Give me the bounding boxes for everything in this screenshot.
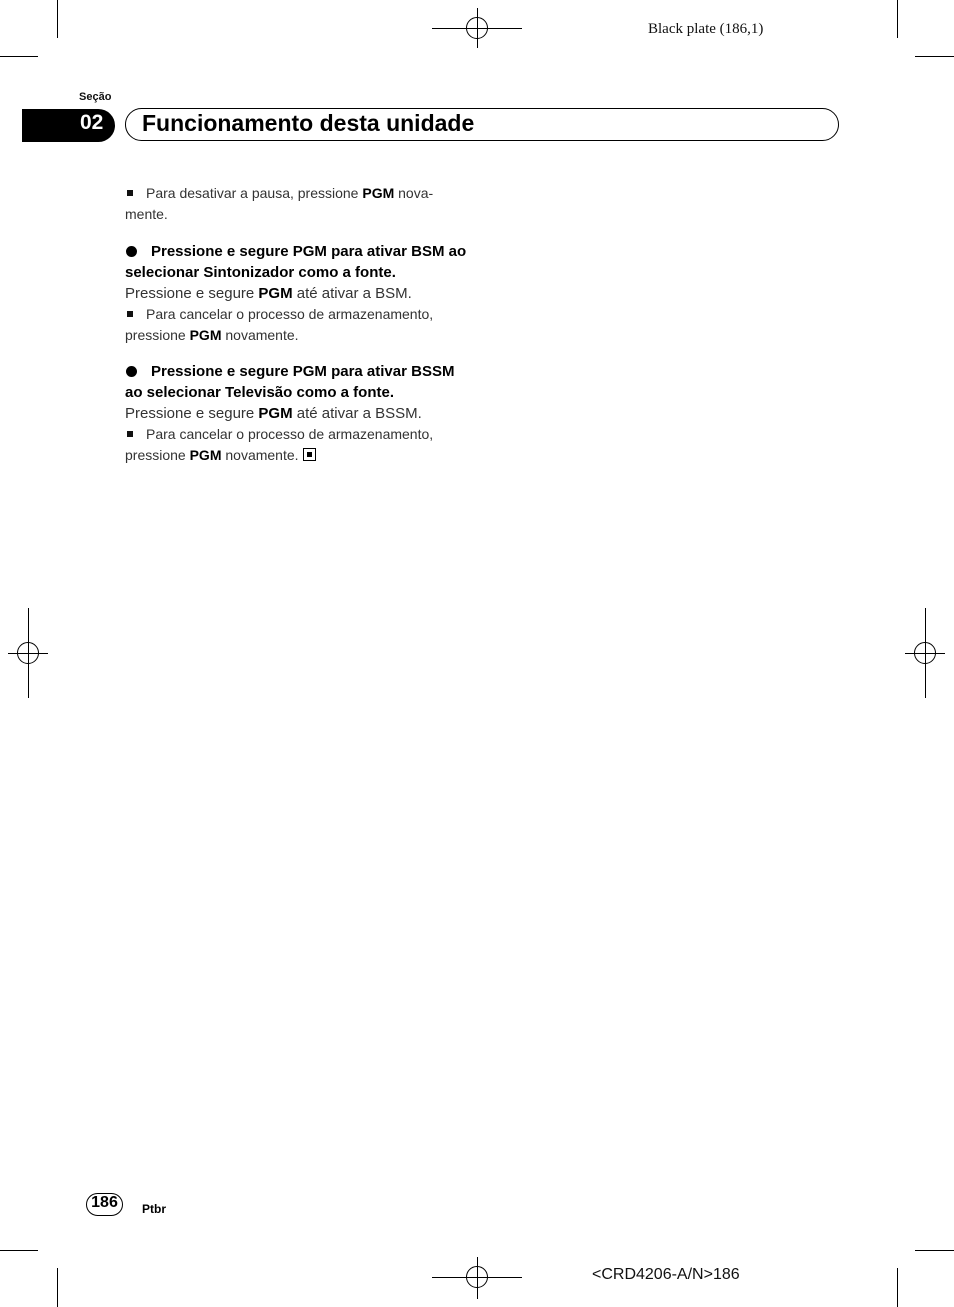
round-bullet-icon — [126, 246, 137, 257]
step-heading-bsm: Pressione e segure PGM para ativar BSM ao selecionar Sintonizador como a fonte. — [125, 243, 467, 281]
step-heading-bssm: Pressione e segure PGM para ativar BSSM ao selecionar Televisão como a fonte. — [125, 363, 455, 401]
crop-mark — [57, 1268, 58, 1307]
document-code: <CRD4206-A/N>186 — [592, 1266, 740, 1283]
note-cancel-bsm: Para cancelar o processo de armazenamento, pressione PGM novamente. — [125, 306, 434, 343]
crop-mark — [0, 56, 38, 57]
round-bullet-icon — [126, 366, 137, 377]
section-number: 02 — [80, 111, 104, 134]
page-number: 186 — [91, 1194, 118, 1211]
end-of-section-icon — [303, 448, 316, 461]
step-body-bsm: Pressione e segure PGM até ativar a BSM. — [125, 285, 412, 302]
crop-mark — [915, 1250, 954, 1251]
note-cancel-bssm: Para cancelar o processo de armazenamento, pressione PGM novamente. — [125, 426, 434, 463]
square-bullet-icon — [127, 311, 133, 317]
main-content — [125, 183, 470, 466]
language-code: Ptbr — [142, 1202, 166, 1216]
square-bullet-icon — [127, 431, 133, 437]
registration-circle-icon — [914, 642, 936, 664]
step-body-bssm: Pressione e segure PGM até ativar a BSSM. — [125, 405, 422, 422]
crop-mark — [0, 1250, 38, 1251]
square-bullet-icon — [127, 190, 133, 196]
section-title: Funcionamento desta unidade — [142, 110, 475, 136]
registration-circle-icon — [17, 642, 39, 664]
registration-circle-icon — [466, 17, 488, 39]
crop-mark — [897, 1268, 898, 1307]
crop-mark — [915, 56, 954, 57]
registration-circle-icon — [466, 1266, 488, 1288]
note-pause: Para desativar a pausa, pressione PGM nova-mente. — [125, 185, 434, 222]
crop-mark — [57, 0, 58, 38]
section-label: Seção — [79, 91, 112, 103]
crop-mark — [897, 0, 898, 38]
plate-label: Black plate (186,1) — [648, 21, 764, 37]
